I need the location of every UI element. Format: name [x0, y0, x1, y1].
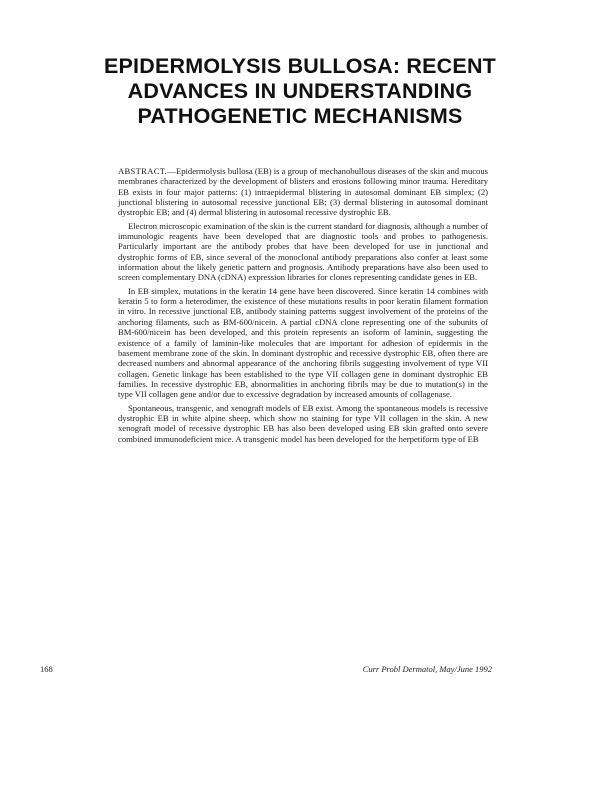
page-number: 168 — [40, 664, 53, 674]
article-title — [60, 54, 540, 129]
article-body — [118, 166, 488, 447]
body-paragraph: Spontaneous, transgenic, and xenograft models of EB exist. Among the spontaneous models is recessive dystrophic EB in white alpine sheep, which show no staining for type VII collagen in the skin. A new xenograft model of recessive dystrophic EB has also been developed using EB skin grafted onto severe combined immunodeficient mice. A transgenic model has been developed for the herpetiform type of EB — [118, 402, 488, 444]
abstract-label: ABSTRACT.— — [118, 166, 176, 176]
journal-citation: Curr Probl Dermatol, May/June 1992 — [362, 664, 492, 674]
abstract-text: Epidermolysis bullosa (EB) is a group of mechanobullous diseases of the skin and mucous membranes characterized by the development of blisters and erosions following minor trauma. Hereditary EB exists in four major patterns: (1) intraepidermal blistering in autosomal dominant EB simplex; (2) junctional blistering in autosomal recessive junctional EB; (3) dermal blistering in autosomal dominant dystrophic EB; and (4) dermal blistering in autosomal recessive dystrophic EB. — [118, 166, 488, 218]
abstract-paragraph — [118, 166, 488, 218]
title-line: EPIDERMOLYSIS BULLOSA: RECENT — [103, 54, 497, 79]
body-paragraph: Electron microscopic examination of the skin is the current standard for diagnosis, although a number of immunologic reagents have been developed that are diagnostic tools and probes to pathogenesis. Particularly important are the antibody probes that have been developed for use in junctional and dystrophic forms of EB, since several of the monoclonal antibody preparations also confer at least some information about the likely genetic pattern and prognosis. Antibody preparations have also been used to screen complementary DNA (cDNA) expression libraries for clones representing candidate genes in EB. — [118, 220, 488, 283]
title-line: ADVANCES IN UNDERSTANDING — [127, 79, 473, 104]
title-line: PATHOGENETIC MECHANISMS — [137, 104, 463, 129]
body-paragraph: In EB simplex, mutations in the keratin 14 gene have been discovered. Since keratin 14 combines with keratin 5 to form a heterodimer, the existence of these mutations results in poor keratin filament formation in vitro. In recessive junctional EB, antibody staining patterns suggest involvement of the proteins of the anchoring filaments, such as BM-600/nicein. A partial cDNA clone representing one of the subunits of BM-600/nicein has been developed, and this protein represents an isoform of laminin, suggesting the existence of a family of laminin-like molecules that are important for adhesion of epidermis in the basement membrane zone of the skin. In dominant dystrophic and recessive dystrophic EB, often there are decreased numbers and abnormal appearance of the anchoring fibrils suggesting involvement of type VII collagen. Genetic linkage has been established to the type VII collagen gene in dominant dystrophic EB families. In recessive dystrophic EB, abnormalities in anchoring fibrils may be due to mutation(s) in the type VII collagen gene and/or due to excessive degradation by increased amounts of collagenase. — [118, 285, 488, 400]
